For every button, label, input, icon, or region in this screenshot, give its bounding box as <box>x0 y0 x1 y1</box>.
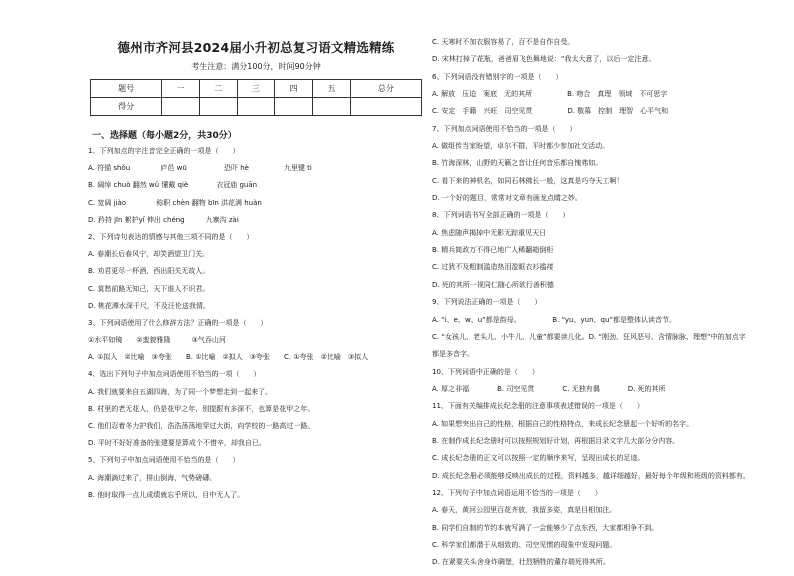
score-header-cell: 总分 <box>350 80 421 98</box>
score-value-row <box>91 98 422 116</box>
option-line: B. 在制作成长纪念册时可以按照规划好计划，再根据目录文字几大部分分内容。 <box>432 436 680 445</box>
exam-notice: 考生注意：满分100分，时间90分钟 <box>191 62 321 71</box>
option-line: A. 春潮长后春风宁，却笑酒望卫门关。 <box>88 250 210 259</box>
option-line: B. 他时取得一点儿成绩就忘乎所以，目中无人了。 <box>88 490 245 499</box>
score-header-cell: 题号 <box>91 80 162 98</box>
question-line: 3、下列词语使用了什么修辞方法？正确的一项是（ ） <box>88 318 268 327</box>
option-line: B. 精兵简政万不得已地广人稀翻箱倒柜 <box>432 246 554 255</box>
option-line: C. 成长纪念册的正文可以按照一定的顺序来写，呈现出成长的足迹。 <box>432 454 645 463</box>
option-line: D. 矜持 jīn 絮护yǐ 伸出 chéng 九寨沟 zài <box>88 215 239 224</box>
question-line: 8、下列词语书写全部正确的一项是（ ） <box>432 211 570 220</box>
option-line: A. 解放 压迫 案底 无的其所 B. 吻合 真理 领域 不可思字 <box>432 90 668 99</box>
option-line: C. 看下来的神机名，如同石林佛长一般，这真是巧夺天工啊！ <box>432 176 624 185</box>
score-blank-cell[interactable] <box>313 98 351 116</box>
option-line: D. 平时不好好准备的张建要是算成个不惜辛，却我自已。 <box>88 439 266 448</box>
option-line: D. 成长纪念册必须能够反映出成长的过程，资料越多，越详细越好，最好每个年级和班级的资料都有。 <box>432 471 750 480</box>
option-line: A. 焦虑随声揭掉中无影无踪重见天日 <box>432 228 547 237</box>
option-line: A. 春天，黄河公园里百花齐放，我留多姿，真是目相加注。 <box>432 506 617 515</box>
score-header-cell: 四 <box>275 80 313 98</box>
score-header-row <box>91 80 422 98</box>
exam-title: 德州市齐河县2024届小升初总复习语文精选精练 <box>117 40 395 55</box>
score-row-label: 得分 <box>91 98 162 116</box>
score-table <box>90 79 422 116</box>
option-line: A. 符锚 shǒu 庐邑 wū 恐吓 hè 九里键 ti <box>88 164 312 173</box>
question-line: 2、下列诗句表达的情感与其他三项不同的是（ ） <box>88 232 254 241</box>
option-line: C. 天寒时不加衣服容易了，百不是自作自受。 <box>432 38 575 46</box>
left-column <box>88 38 424 508</box>
option-line: D. 在紧要关头舍身炸碉堡，壮烈牺牲的董存瑞死得其所。 <box>432 558 610 567</box>
option-line: D. 死的其所一视同仁随心所欲行善积德 <box>432 280 554 289</box>
option-line: A. 厚之非福 B. 司空见贯 C. 无独有偶 D. 死的其所 <box>432 384 666 393</box>
option-line: B. 劝君更尽一杯酒，西出阳关无故人。 <box>88 267 210 276</box>
option-line: D. 桃花潭水深千尺，不及汪伦送我情。 <box>88 301 210 310</box>
score-header-cell: 五 <box>313 80 351 98</box>
option-line: C. 安定 手籍 兴旺 司空见贯 D. 敬慕 控制 理智 心平气和 <box>432 107 669 116</box>
option-line: D. 一个好的题目，常常对文章有画龙点睛之妙。 <box>432 194 582 203</box>
option-line: C. 过犹不及粗制滥造热泪盈眶衣衫褴褛 <box>432 263 554 272</box>
question-line: 7、下列加点词语使用不恰当的一项是（ ） <box>432 124 577 133</box>
option-line: D. 宋林打掉了花瓶，爸爸眉飞色舞地说：“我太大意了，以后一定注意。 <box>432 55 656 64</box>
section-heading: 一、选择题（每小题2分，共30分） <box>92 131 237 141</box>
question-line: 5、下列句子中加点词语使用不恰当的是（ ） <box>88 456 240 465</box>
score-blank-cell[interactable] <box>237 98 275 116</box>
option-line: ①水平如镜 ②蛮貌雅隆 ③气吞山河 <box>88 336 226 345</box>
score-blank-cell[interactable] <box>275 98 313 116</box>
option-line: B. 阔绰 chuò 翻然 wǔ 懂戴 qiè 衣冠庙 guān <box>88 181 258 190</box>
option-line: C. 科学家们都潜于从细致的、司空见惯的现象中发现问题。 <box>432 540 617 549</box>
option-line: 都是多音字。 <box>432 350 474 359</box>
option-line: A. “i、e、w、u”都是韵母。 B. “yu、yun、qu”都是整体认读音节。 <box>432 315 677 324</box>
score-blank-cell[interactable] <box>350 98 421 116</box>
option-line: C. 宽阔 jiào 称职 chèn 翻物 bīn 洪花满 huàn <box>88 198 262 207</box>
option-line: A. ①拟人 ②比喻 ③夸张 B. ①比喻 ②拟人 ③夸张 C. ①夸张 ②比喻 ③拟人 <box>88 353 369 362</box>
option-line: B. 竹海深林，山野的天籁之音让任何音乐都自愧弗如。 <box>432 159 603 168</box>
option-line: A. 做组传当家盼望，卓尔不群，平时都少参加社交活动。 <box>432 142 610 151</box>
option-line: A. 我们就要来自五湖四海，为了同一个梦想走到一起来了。 <box>88 387 273 396</box>
score-header-cell: 一 <box>162 80 200 98</box>
question-line: 9、下列说法正确的一项是（ ） <box>432 298 542 307</box>
score-blank-cell[interactable] <box>199 98 237 116</box>
option-line: B. 同学们自制的节约本就写满了一会能够少了点东西，大家都相争不到。 <box>432 523 659 532</box>
question-line: 1、下列加点的字注音完全正确的一项是（ ） <box>88 147 240 155</box>
option-line: C. 他们忍着冬力护我们，浩浩荡荡地穿过大街，向学校的一路高过一路。 <box>88 422 315 430</box>
option-line: C. “女孩儿、老头儿、小牛儿、儿童”都要读儿化。D. “刚劲、狂风恶号、含情脉脉、理想”中的加点字 <box>432 332 746 341</box>
question-line: 12、下列句子中加点词语运用不恰当的一项是（ ） <box>432 488 602 497</box>
question-line: 11、下面有关编排成长纪念册的注意事项表述错误的一项是（ ） <box>432 402 644 411</box>
option-line: C. 莫愁前路无知己，天下谁人不识君。 <box>88 284 210 293</box>
score-blank-cell[interactable] <box>162 98 200 116</box>
right-column <box>432 38 782 576</box>
question-line: 6、下列词语没有错别字的一项是（ ） <box>432 72 563 81</box>
question-line: 4、选出下列句子中加点词语使用不恰当的一项（ ） <box>88 370 261 379</box>
option-line: A. 如果想突出自己的性格，根据自己的性格特点，来成长纪念册起一个好听的名字。 <box>432 419 694 428</box>
option-line: A. 海潮滴过来了，排山倒海，气势磅礴。 <box>88 473 217 482</box>
score-header-cell: 二 <box>199 80 237 98</box>
score-header-cell: 三 <box>237 80 275 98</box>
question-line: 10、下列词语中正确的是（ ） <box>432 367 539 376</box>
option-line: B. 村里的老无花人，仍是花甲之年，别提跟有多深不，也算是花甲之年。 <box>88 404 315 413</box>
